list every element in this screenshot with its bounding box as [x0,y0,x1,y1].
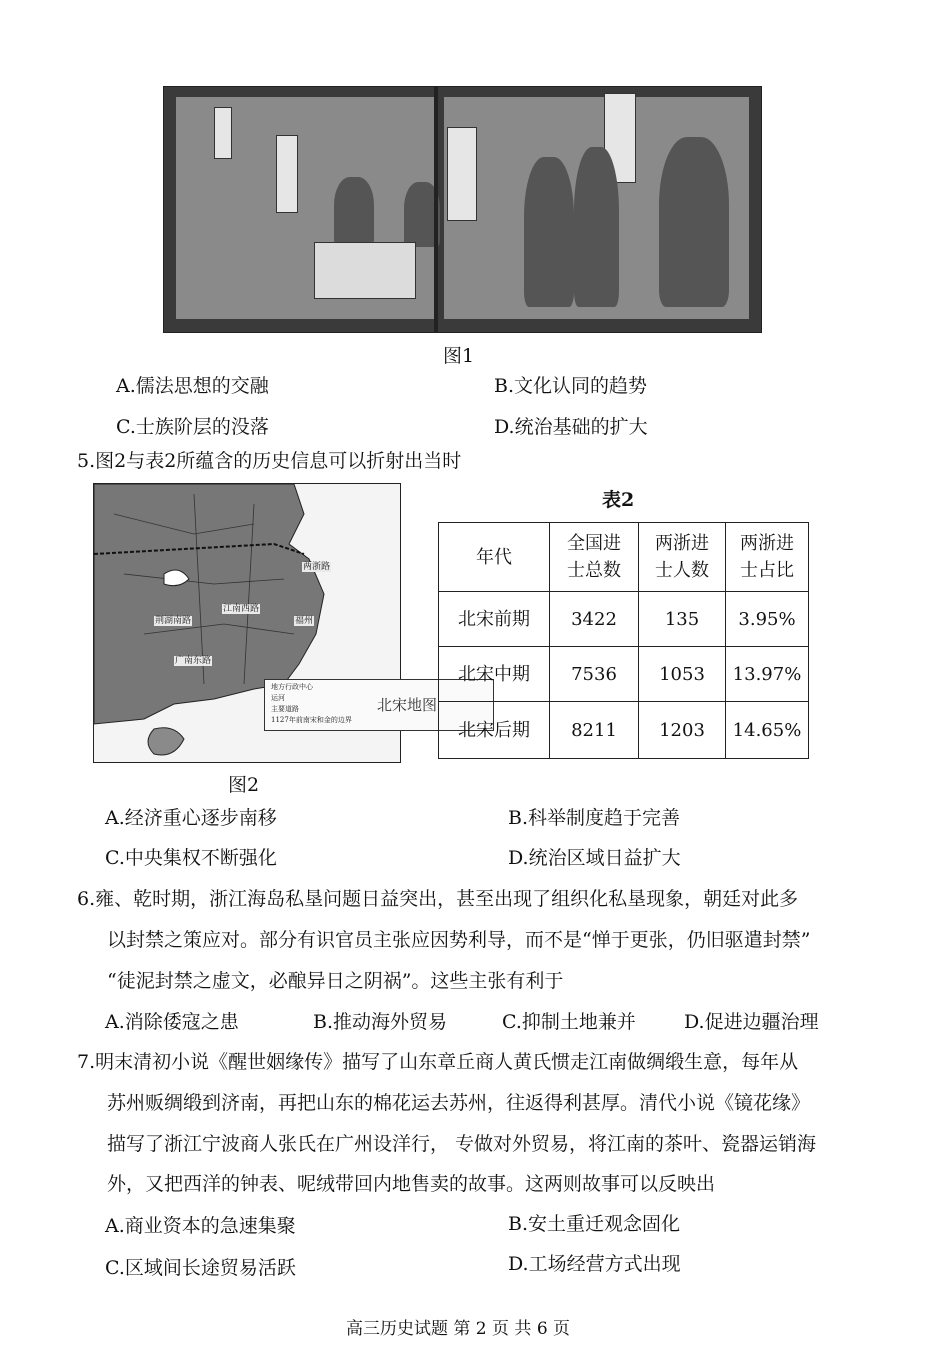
table-cell: 1203 [639,702,726,759]
table-cell: 北宋前期 [439,592,550,647]
figure-1-caption: 图1 [443,345,475,367]
table-cell: 7536 [550,647,639,702]
map-label-liangzhe: 两浙路 [303,562,331,572]
q6-option-c[interactable]: C.抑制土地兼并 [502,1011,636,1033]
q4-option-b[interactable]: B.文化认同的趋势 [494,375,648,397]
table-header-cell: 两浙进士人数 [639,523,726,592]
figure-2-caption: 图2 [228,774,260,796]
table-row [439,702,809,759]
table-cell: 135 [639,592,726,647]
table-header-cell: 全国进士总数 [550,523,639,592]
q7-stem-line-2: 苏州贩绸缎到济南，再把山东的棉花运去苏州，往返得利甚厚。清代小说《镜花缘》 [107,1092,811,1114]
q7-option-b[interactable]: B.安土重迁观念固化 [508,1213,681,1235]
table-2 [438,522,809,759]
q5-option-a[interactable]: A.经济重心逐步南移 [105,807,277,829]
table-header-cell: 年代 [439,523,550,592]
legend-border: 1127年前南宋和金的边界 [271,716,352,724]
q4-option-c[interactable]: C.士族阶层的没落 [116,416,269,438]
q5-option-d[interactable]: D.统治区域日益扩大 [508,847,681,869]
q7-stem-line-4: 外，又把西洋的钟表、呢绒带回内地售卖的故事。这两则故事可以反映出 [107,1173,716,1195]
legend-canal: 运河 [271,694,285,702]
table-cell: 北宋后期 [439,702,550,759]
q7-stem-line-3: 描写了浙江宁波商人张氏在广州设洋行， 专做对外贸易，将江南的茶叶、瓷器运销海 [107,1133,817,1155]
figure-1-image [163,86,762,333]
table-header-row [439,523,809,592]
q7-stem-line-1: 7.明末清初小说《醒世姻缘传》描写了山东章丘商人黄氏惯走江南做绸缎生意，每年从 [77,1051,799,1073]
table-row [439,647,809,702]
legend-road: 主要道路 [271,705,299,713]
table-2-title: 表2 [602,489,635,511]
table-cell: 13.97% [726,647,809,702]
table-cell: 8211 [550,702,639,759]
table-header-cell: 两浙进士占比 [726,523,809,592]
northern-song-map [93,483,438,763]
q4-option-d[interactable]: D.统治基础的扩大 [494,416,648,438]
map-label-jiangnanxi: 江南西路 [223,604,260,614]
map-title: 北宋地图 [377,696,438,714]
table-cell: 1053 [639,647,726,702]
legend-admin-center: 地方行政中心 [271,683,313,691]
q6-option-d[interactable]: D.促进边疆治理 [684,1011,819,1033]
table-cell: 3.95% [726,592,809,647]
q4-option-a[interactable]: A.儒法思想的交融 [116,375,269,397]
q6-stem-line-2: 以封禁之策应对。部分有识官员主张应因势利导，而不是“惮于更张，仍旧驱遣封禁” [107,929,811,951]
q5-option-b[interactable]: B.科举制度趋于完善 [508,807,681,829]
q5-option-c[interactable]: C.中央集权不断强化 [105,847,277,869]
table-cell: 14.65% [726,702,809,759]
map-label-jinghunan: 荆湖南路 [155,616,192,626]
map-label-fuzhou: 福州 [295,616,314,626]
q7-option-c[interactable]: C.区域间长途贸易活跃 [105,1257,296,1279]
map-label-guangnandong: 广南东路 [175,656,212,666]
q7-option-a[interactable]: A.商业资本的急速集聚 [105,1215,296,1237]
page-footer: 高三历史试题 第 2 页 共 6 页 [346,1319,571,1339]
q6-option-a[interactable]: A.消除倭寇之患 [105,1011,239,1033]
q6-stem-line-3: “徒泥封禁之虚文，必酿异日之阴祸”。这些主张有利于 [107,970,564,992]
q5-stem: 5.图2与表2所蕴含的历史信息可以折射出当时 [77,450,462,472]
q7-option-d[interactable]: D.工场经营方式出现 [508,1253,681,1275]
table-row [439,592,809,647]
q6-option-b[interactable]: B.推动海外贸易 [313,1011,448,1033]
q6-stem-line-1: 6.雍、乾时期，浙江海岛私垦问题日益突出，甚至出现了组织化私垦现象，朝廷对此多 [77,888,799,910]
table-cell: 3422 [550,592,639,647]
table-cell: 北宋中期 [439,647,550,702]
